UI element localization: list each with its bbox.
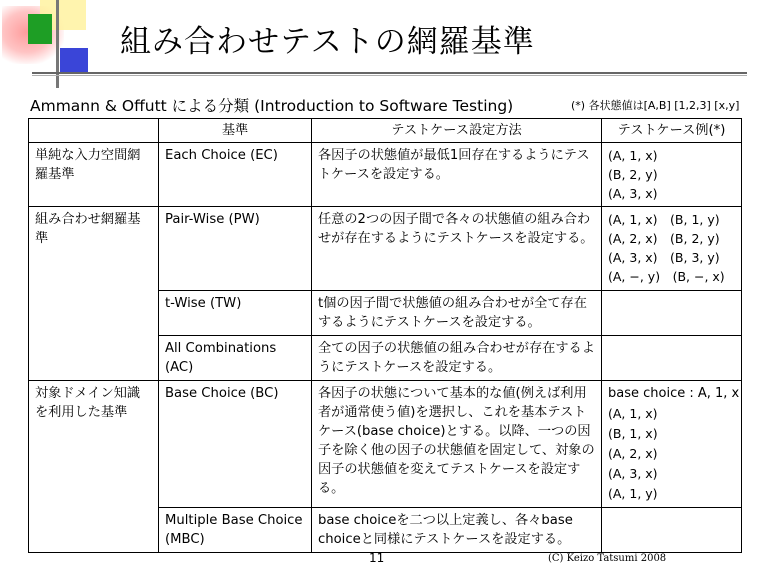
group-label: 対象ドメイン知識を利用した基準 [29, 381, 159, 553]
example-line: (A, 1, x) (B, 1, y) [608, 212, 720, 227]
example-line: (A, 1, x) [608, 406, 658, 421]
criterion-cell: Base Choice (BC) [159, 381, 312, 508]
criterion-cell: Pair-Wise (PW) [159, 207, 312, 291]
title-underline [32, 72, 747, 74]
header-method: テストケース設定方法 [312, 119, 602, 143]
title-underline-secondary [32, 75, 747, 76]
criterion-cell: All Combinations (AC) [159, 336, 312, 381]
examples-cell-empty [602, 508, 742, 553]
table-row [29, 143, 742, 207]
example-line: (A, 3, x) (B, 3, y) [608, 250, 720, 265]
method-cell: 各因子の状態値が最低1回存在するようにテストケースを設定する。 [312, 143, 602, 207]
example-line: base choice : A, 1, x [608, 386, 740, 401]
method-cell: 任意の2つの因子間で各々の状態値の組み合わせが存在するようにテストケースを設定する。 [312, 207, 602, 291]
decorative-blue-block [60, 48, 88, 74]
examples-cell-empty [602, 336, 742, 381]
examples-cell-empty [602, 291, 742, 336]
table-row [29, 381, 742, 508]
header-criterion: 基準 [159, 119, 312, 143]
header-examples: テストケース例(*) [602, 119, 742, 143]
example-line: (A, 3, x) [608, 466, 658, 481]
method-cell: 各因子の状態について基本的な値(例えば利用者が通常使う値)を選択し、これを基本テストケース(base choice)とする。以降、一つの因子を除く他の因子の状態値を固定して、対象の因子の状態値を変えてテストケースを設定する。 [312, 381, 602, 508]
criterion-cell: Each Choice (EC) [159, 143, 312, 207]
method-cell: 全ての因子の状態値の組み合わせが存在するようにテストケースを設定する。 [312, 336, 602, 381]
examples-cell [602, 207, 742, 291]
method-cell: t個の因子間で状態値の組み合わせが全て存在するようにテストケースを設定する。 [312, 291, 602, 336]
table-row [29, 207, 742, 291]
slide-subtitle: Ammann & Offutt による分類 (Introduction to Software Testing) [30, 97, 514, 115]
state-values-note: (*) 各状態値は[A,B] [1,2,3] [x,y] [571, 99, 740, 112]
example-line: (A, 3, x) [608, 186, 658, 201]
group-label: 組み合わせ網羅基準 [29, 207, 159, 381]
example-line: (A, 1, y) [608, 486, 658, 501]
example-line: (A, 2, x) [608, 446, 658, 461]
group-label: 単純な入力空間網羅基準 [29, 143, 159, 207]
example-line: (B, 1, x) [608, 426, 658, 441]
criterion-cell: t-Wise (TW) [159, 291, 312, 336]
table-header-row [29, 119, 742, 143]
examples-cell [602, 143, 742, 207]
example-line: (B, 2, y) [608, 167, 658, 182]
page-number: 11 [369, 551, 385, 565]
method-cell: base choiceを二つ以上定義し、各々base choiceと同様にテストケースを設定する。 [312, 508, 602, 553]
decorative-green-block [28, 14, 52, 44]
header-group [29, 119, 159, 143]
example-line: (A, 1, x) [608, 148, 658, 163]
copyright: (C) Keizo Tatsumi 2008 [548, 553, 667, 564]
examples-cell [602, 381, 742, 508]
criterion-cell: Multiple Base Choice (MBC) [159, 508, 312, 553]
example-line: (A, −, y) (B, −, x) [608, 269, 725, 284]
example-line: (A, 2, x) (B, 2, y) [608, 231, 720, 246]
criteria-table [28, 118, 742, 553]
slide-title: 組み合わせテストの網羅基準 [120, 24, 535, 60]
